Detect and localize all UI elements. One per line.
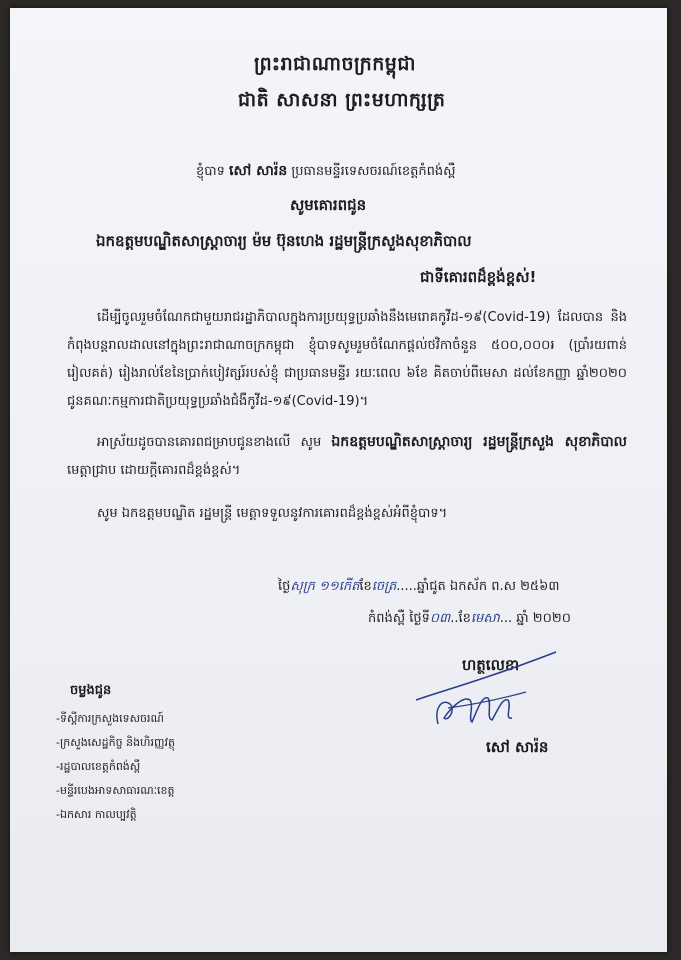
lunar-day-handwritten: សុក្រ ១១កើត <box>290 579 360 594</box>
handwritten-signature <box>408 648 558 732</box>
kingdom-heading: ព្រះរាជាណាចក្រកម្ពុជា <box>254 53 416 75</box>
copies-item: -រដ្ឋបាលខេត្តកំពង់ស្ពឺ <box>56 760 141 773</box>
letter-page <box>10 8 667 952</box>
lunar-date-line: ថ្ងៃសុក្រ ១១កើតខែចេត្រ.....ឆ្នាំជូត ឯកស័ក ព.ស ២៥៦៣ <box>278 579 560 594</box>
solar-mid: ខែ <box>458 611 471 626</box>
respect-line: សូមគោរពជូន <box>290 196 367 214</box>
lunar-suffix: ឆ្នាំជូត ឯកស័ក ព.ស ២៥៦៣ <box>416 579 560 594</box>
sender-title: ប្រធានមន្ទីរទេសចរណ៍ខេត្តកំពង់ស្ពឺ <box>291 164 456 179</box>
body-paragraph-2 <box>67 428 627 485</box>
sender-line <box>196 158 456 185</box>
copies-title: ចម្លងជូន <box>70 683 112 698</box>
solar-day-handwritten: ០៣ <box>429 611 451 626</box>
signature-label: ហត្ថលេខា <box>462 656 520 674</box>
solar-suffix: ឆ្នាំ ២០២០ <box>516 611 571 626</box>
signer-name: សៅ សារ៉ន <box>486 738 549 756</box>
recipient-honor: ជាទីគោរពដ៏ខ្ពង់ខ្ពស់! <box>420 268 537 286</box>
copies-item: -ទីស្តីការក្រសួងទេសចរណ៍ <box>56 712 164 725</box>
copies-item: -ឯកសារ កាលប្បវត្តិ <box>56 808 137 821</box>
motto-heading: ជាតិ សាសនា ព្រះមហាក្សត្រ <box>238 89 446 111</box>
solar-date-line: កំពង់ស្ពឺ ថ្ងៃទី០៣..ខែមេសា... ឆ្នាំ ២០២០ <box>368 611 571 626</box>
lunar-prefix: ថ្ងៃ <box>278 579 291 594</box>
para2-end: មេត្តាជ្រាប ដោយក្តីគោរពដ៏ខ្ពង់ខ្ពស់។ <box>67 463 241 478</box>
signature-scribble-icon <box>408 648 558 728</box>
recipient-line: ឯកឧត្តមបណ្ឌិតសាស្ត្រាចារ្យ ម៉ម ប៊ុនហេង រដ្ឋមន្ត្រីក្រសួងសុខាភិបាល <box>96 232 472 250</box>
sender-name: សៅ សារ៉ន <box>229 163 288 179</box>
para2-recipient: ឯកឧត្តមបណ្ឌិតសាស្ត្រាចារ្យ រដ្ឋមន្ត្រីក្រសួង សុខាភិបាល <box>331 434 627 450</box>
lunar-month-handwritten: ចេត្រ <box>371 579 397 594</box>
copies-item: -មន្ទីរបេងអាទសាធារណៈខេត្ត <box>56 784 175 797</box>
sender-prefix: ខ្ញុំបាទ <box>196 164 225 179</box>
copies-item: -ក្រសួងសេដ្ឋកិច្ច និងហិរញ្ញវត្ថុ <box>56 736 175 749</box>
solar-prefix: កំពង់ស្ពឺ ថ្ងៃទី <box>368 611 430 626</box>
lunar-mid: ខែ <box>359 579 372 594</box>
body-paragraph-1: ដើម្បីចូលរួមចំណែកជាមួយរាជរដ្ឋាភិបាលក្នុងការប្រយុទ្ធប្រឆាំងនឹងមេរោគកូវីដ-១៩(Covid-19) ដែលបាន និងកំពុងបន្តរាលដាលនៅក្នុងព្រះរាជាណាចក្រកម្ពុជា ខ្ញុំបាទសូមរួមចំណែកផ្តល់ថវិកាចំនួន ៥០០,០០០៛ (ប្រាំរយពាន់ រៀលគត់) រៀងរាល់ខែនៃប្រាក់បៀវត្សរ៍របស់ខ្ញុំ ជាប្រធានមន្ទីរ រយៈពេល ៦ខែ គិតចាប់ពីមេសា ដល់ខែកញ្ញា ឆ្នាំ២០២០ ជូនគណៈកម្មការជាតិប្រយុទ្ធប្រឆាំងជំងឺកូវីដ-១៩(Covid-19)។ <box>67 310 627 409</box>
solar-month-handwritten: មេសា <box>470 611 500 626</box>
para2-start: អាស្រ័យដូចបានគោរពជម្រាបជូនខាងលើ សូម <box>97 435 322 450</box>
body-paragraph-3: សូម ឯកឧត្តមបណ្ឌិត រដ្ឋមន្ត្រី មេត្តាទទួលនូវការគោរពដ៏ខ្ពង់ខ្ពស់អំពីខ្ញុំបាទ។ <box>97 506 448 521</box>
